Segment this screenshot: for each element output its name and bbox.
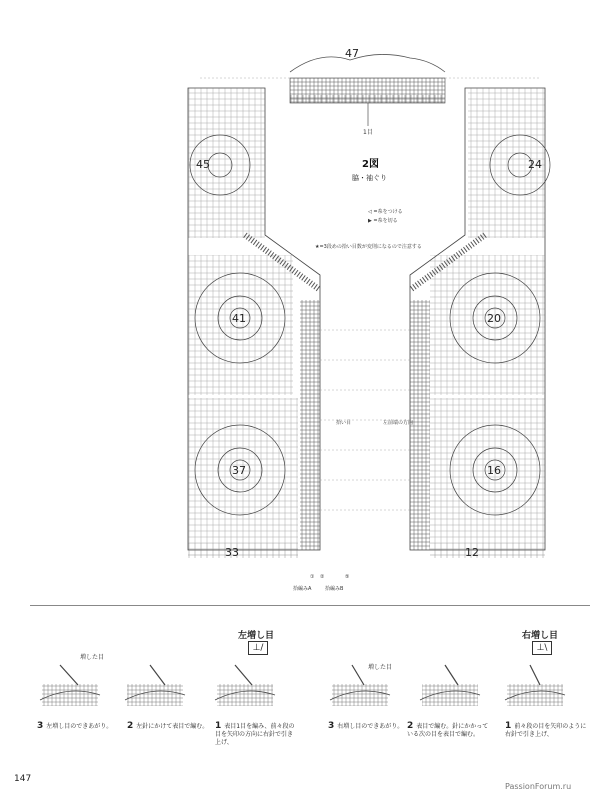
motif-label: 12 (465, 546, 479, 559)
row-mark: ① (310, 574, 315, 580)
motif-label: 16 (487, 464, 501, 477)
step-number: 1 (505, 721, 512, 731)
step-text: 表目1目を編み、前々段の目を矢印の方向に右針で引き上げ、 (215, 723, 295, 746)
left-increase-illustrations (30, 660, 300, 718)
step-number: 3 (328, 721, 335, 731)
step-number: 3 (37, 721, 44, 731)
right-side-note: 左前端の方向 (383, 420, 414, 426)
front-edge-guides (320, 330, 410, 510)
legend-cut-yarn: ▶ =糸を切る (368, 218, 398, 224)
left-callout: 増した目 (80, 654, 105, 661)
right-step-3 (328, 722, 410, 731)
left-side-note: 拾い目 (336, 420, 352, 426)
right-increase-symbol: ⊥\ (532, 641, 552, 655)
knit-illustration-step2 (125, 665, 185, 706)
motif-label: 24 (528, 158, 542, 171)
right-callout: 増した目 (368, 664, 393, 671)
step-text: 表目で編む。針にかかっている次の目を表目で編む。 (407, 723, 489, 738)
step-number: 1 (215, 721, 222, 731)
legend-join-yarn: ◁ =糸をつける (368, 209, 403, 215)
right-increase-illustrations (320, 660, 590, 718)
step-text: 左増し目のできあがり。 (46, 723, 113, 730)
row-mark: ⑤ (345, 574, 350, 580)
step-number: 2 (407, 721, 414, 731)
diagram-legend (315, 157, 422, 250)
step-text: 右増し目のできあがり。 (337, 723, 404, 730)
knit-illustration-step1 (505, 665, 565, 706)
left-step-1 (215, 722, 297, 747)
top-motif-label: 47 (345, 47, 359, 60)
right-increase-title: 右増し目 (522, 631, 559, 641)
knit-illustration-step2 (420, 665, 480, 706)
step-text: 前々段の目を矢印のように右針で引き上げ、 (505, 723, 587, 738)
motif-label: 37 (232, 464, 246, 477)
bottom-label-left: 拾編みA (293, 586, 312, 592)
left-increase-title: 左増し目 (238, 631, 275, 641)
step-number: 2 (127, 721, 134, 731)
bottom-labels (293, 574, 349, 592)
right-step-1 (505, 722, 587, 739)
right-step-2 (407, 722, 489, 739)
left-increase-symbol: ⊥/ (248, 641, 268, 655)
left-step-3 (37, 722, 119, 731)
motif-label: 45 (196, 158, 210, 171)
top-center-label: 1目 (363, 129, 373, 136)
step-text: 左針にかけて表目で編む。 (136, 723, 209, 730)
motif-label: 33 (225, 546, 239, 559)
diagram-subtitle: 脇・袖ぐり (352, 174, 387, 182)
knit-illustration-step1 (215, 665, 275, 706)
knit-illustration-step3 (330, 665, 390, 706)
motif-label: 41 (232, 312, 246, 325)
row-mark: ② (320, 574, 325, 580)
right-panel (410, 88, 545, 550)
knit-illustration-step3 (40, 665, 100, 706)
bottom-label-right: 拾編みB (325, 586, 344, 592)
motif-33 (188, 543, 298, 559)
section-divider (30, 605, 590, 606)
diagram-title: 2図 (362, 159, 379, 170)
motif-label: 20 (487, 312, 501, 325)
left-step-2 (127, 722, 209, 731)
page-number: 147 (14, 774, 32, 784)
watermark: PassionForum.ru (505, 782, 572, 791)
legend-note: ★=3段めの拾い目数が変則になるので注意する (315, 244, 422, 250)
motif-12 (430, 543, 545, 559)
